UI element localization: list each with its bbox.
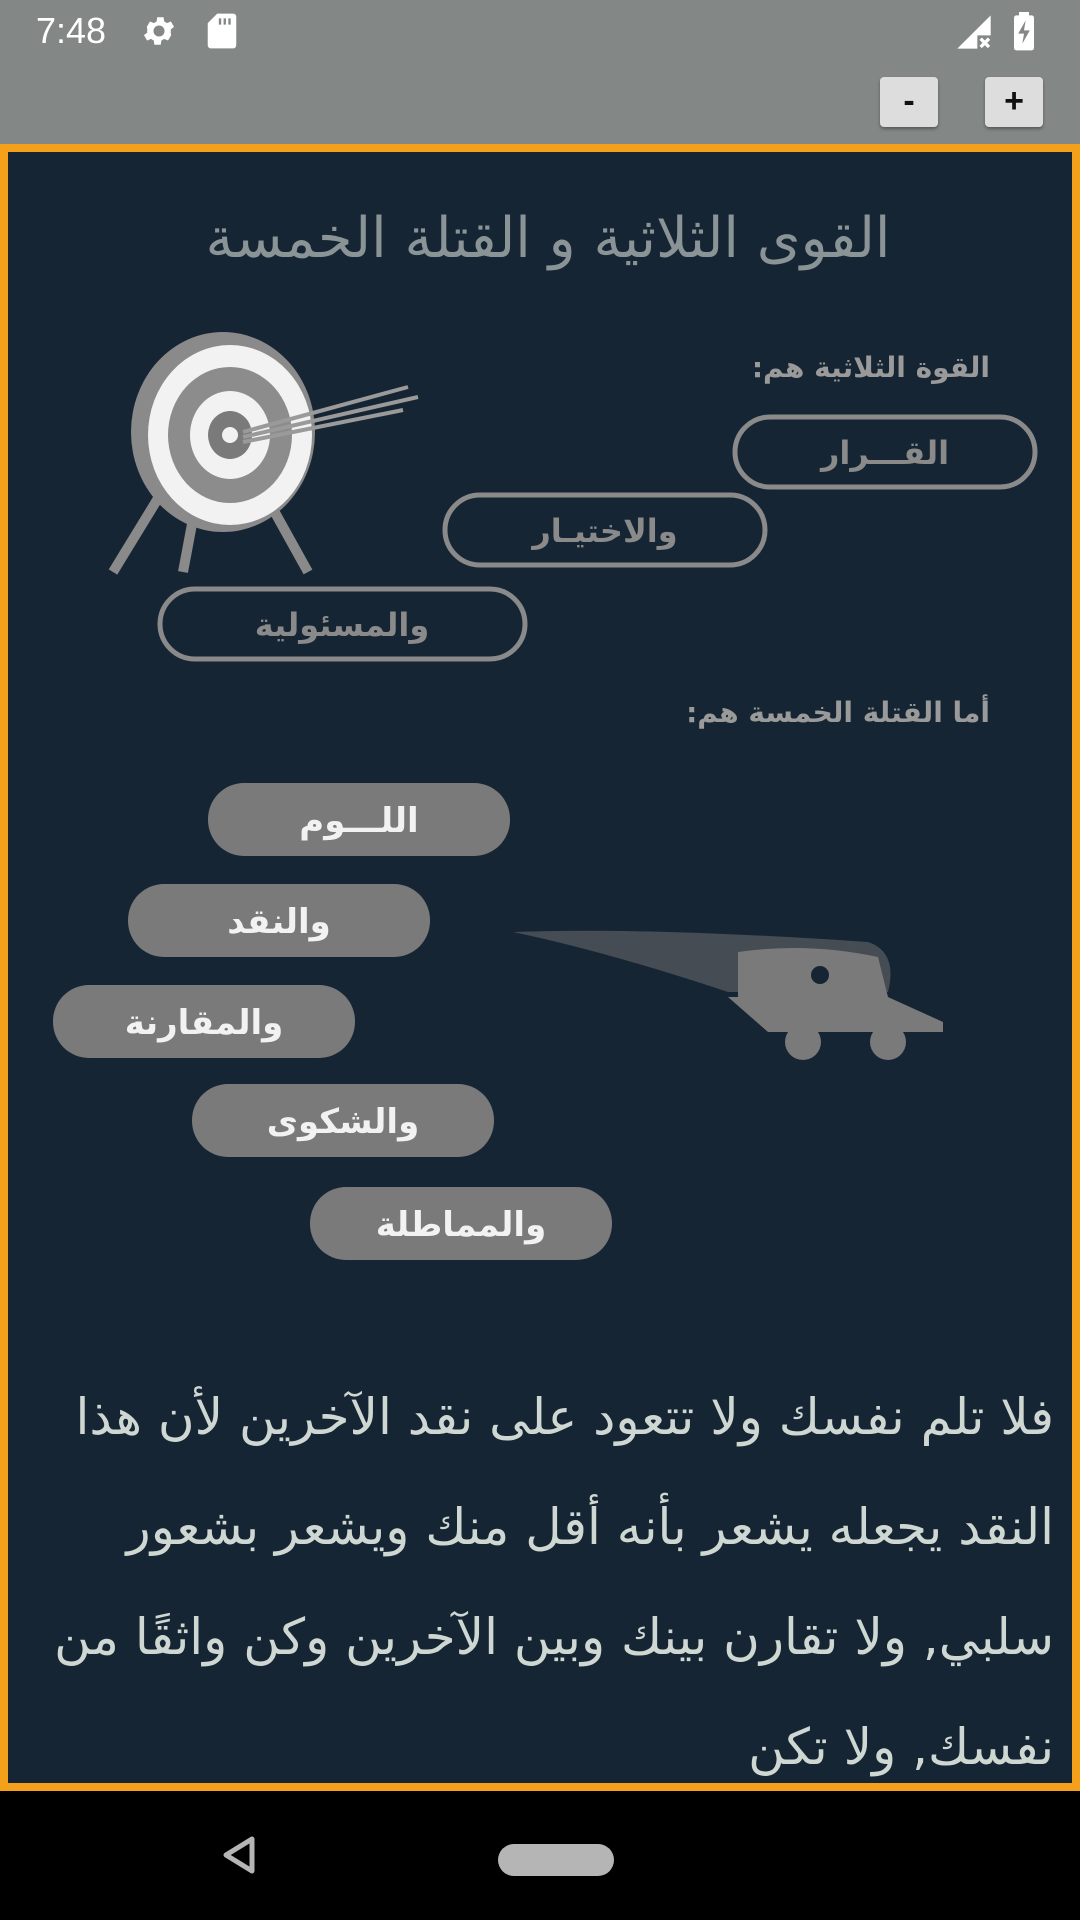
killer-item: والنقد <box>227 902 331 942</box>
content-frame[interactable] <box>0 144 1080 1791</box>
killer-pill <box>192 1084 494 1157</box>
home-icon[interactable] <box>498 1844 614 1876</box>
power-pill <box>160 589 525 659</box>
illustration <box>8 152 1072 1282</box>
killer-item: والشكوى <box>266 1102 420 1142</box>
killers-label: أما القتلة الخمسة هم: <box>686 696 990 729</box>
settings-icon <box>140 12 178 54</box>
killer-item: والمماطلة <box>375 1205 547 1245</box>
zoom-in-button[interactable]: + <box>985 77 1043 127</box>
cannon-icon <box>513 931 943 1060</box>
killer-pill <box>53 985 355 1058</box>
killer-pill <box>128 884 430 957</box>
target-icon <box>113 332 418 572</box>
body-paragraph: فلا تلم نفسك ولا تتعود على نقد الآخرين لأن هذا النقد يجعله يشعر بأنه أقل منك ويشعر بشعور سلبي, ولا تقارن بينك وبين الآخرين وكن واثقًا من نفسك, ولا تكن <box>54 1388 1054 1776</box>
power-pill <box>445 495 765 565</box>
killer-pill <box>310 1187 612 1260</box>
battery-charging-icon <box>1010 12 1038 56</box>
killer-pill <box>208 783 510 856</box>
power-item: القـــرار <box>820 434 950 472</box>
signal-icon <box>954 12 994 56</box>
back-icon[interactable] <box>222 1835 256 1879</box>
status-time: 7:48 <box>36 10 107 51</box>
status-bar <box>0 0 1080 63</box>
zoom-out-button[interactable]: - <box>880 77 938 127</box>
power-item: والمسئولية <box>254 606 430 644</box>
toolbar <box>0 63 1080 144</box>
killer-item: والمقارنة <box>124 1003 284 1043</box>
killer-item: اللـــوم <box>299 801 419 841</box>
page-heading: القوى الثلاثية و القتلة الخمسة <box>205 206 891 271</box>
powers-label: القوة الثلاثية هم: <box>751 351 990 384</box>
power-item: والاختيـار <box>532 512 678 550</box>
power-pill <box>735 417 1035 487</box>
sd-card-icon <box>205 12 239 54</box>
